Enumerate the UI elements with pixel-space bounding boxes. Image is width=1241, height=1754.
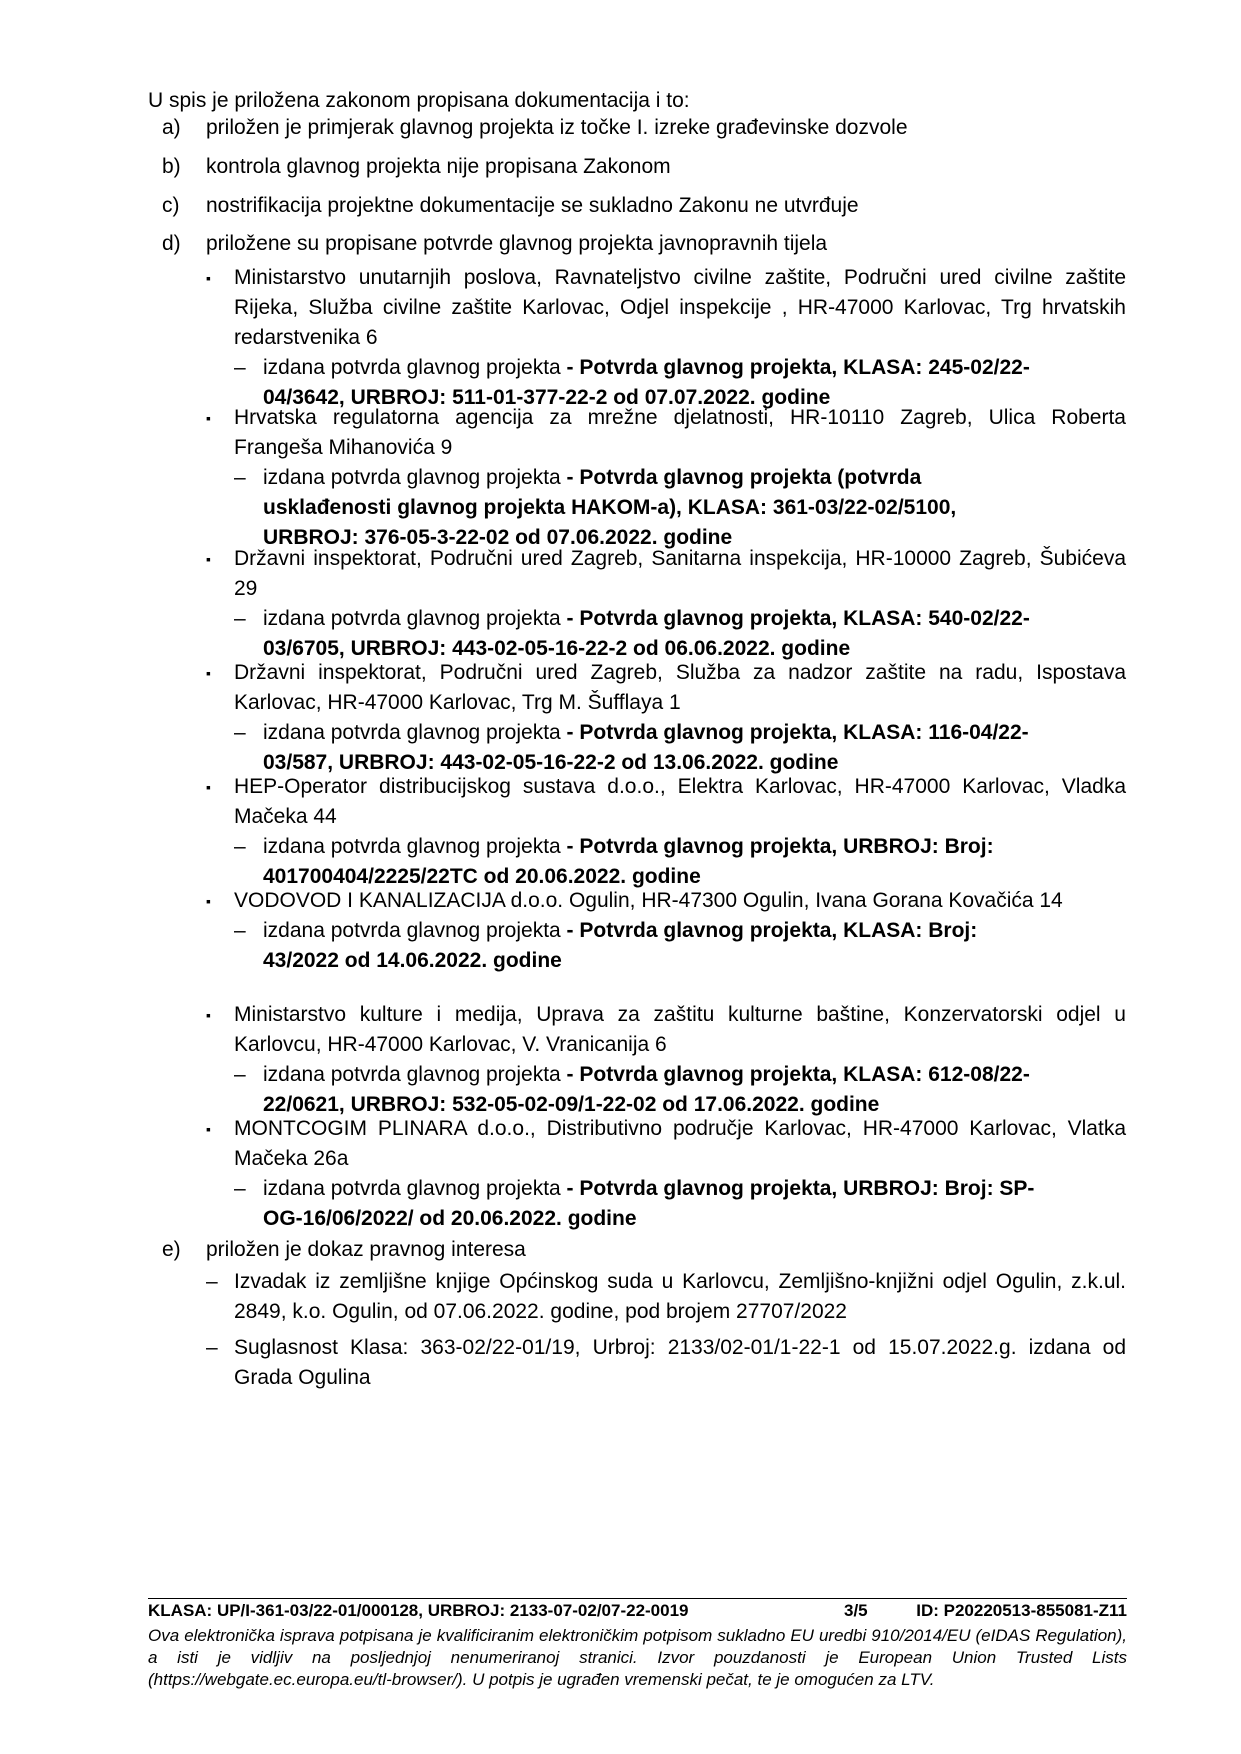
certificate-ref-cont: OG-16/06/2022/ od 20.06.2022. godine — [263, 1207, 637, 1230]
issued-prefix: izdana potvrda glavnog projekta — [263, 919, 561, 942]
certificate-line — [234, 463, 1126, 553]
certificate-ref-cont: 03/6705, URBROJ: 443-02-05-16-22-2 od 06.06.2022. godine — [263, 637, 851, 660]
certificate-line — [234, 718, 1126, 778]
certificate-line — [234, 1060, 1126, 1120]
legal-interest-entry — [206, 1333, 1126, 1393]
item-marker: a) — [162, 116, 181, 139]
dash-icon: – — [234, 1063, 246, 1086]
dash-icon: – — [206, 1270, 218, 1293]
issued-prefix: izdana potvrda glavnog projekta — [263, 466, 561, 489]
authority-entry — [206, 263, 1126, 413]
item-text: nostrifikacija projektne dokumentacije se sukladno Zakonu ne utvrđuje — [206, 194, 859, 217]
bullet-icon: ▪ — [206, 1007, 211, 1023]
footer-signature-note: Ova elektronička isprava potpisana je kvalificiranim elektroničkim potpisom sukladno EU uredbi 910/2014/EU (eIDAS Regulation), a isti je vidljiv na posljednjoj nenumeriranoj stranici. Izvor pouzdanosti je European Union Trusted Lists (https://webgate.ec.europa.eu/tl-browser/). U potpis je ugrađen vremenski pečat, te je omogućen za LTV. — [148, 1626, 1127, 1689]
authority-entry — [206, 772, 1126, 892]
certificate-ref: - Potvrda glavnog projekta, URBROJ: Broj: — [560, 835, 994, 858]
certificate-ref-cont: URBROJ: 376-05-3-22-02 od 07.06.2022. godine — [263, 526, 733, 549]
item-marker: e) — [162, 1238, 181, 1261]
item-marker: c) — [162, 194, 180, 217]
bullet-icon: ▪ — [206, 1121, 211, 1137]
certificate-ref: - Potvrda glavnog projekta, KLASA: 612-08/22- — [560, 1063, 1030, 1086]
issued-prefix: izdana potvrda glavnog projekta — [263, 356, 561, 379]
authority-entry — [206, 658, 1126, 778]
item-text: priložen je dokaz pravnog interesa — [206, 1238, 526, 1261]
authority-name: Državni inspektorat, Područni ured Zagreb, Služba za nadzor zaštite na radu, Ispostava Karlovac, HR-47000 Karlovac, Trg M. Šufflaya 1 — [234, 661, 1126, 714]
dash-icon: – — [234, 356, 246, 379]
bullet-icon: ▪ — [206, 665, 211, 681]
dash-icon: – — [234, 835, 246, 858]
item-text: kontrola glavnog projekta nije propisana Zakonom — [206, 155, 671, 178]
issued-prefix: izdana potvrda glavnog projekta — [263, 721, 561, 744]
certificate-ref: - Potvrda glavnog projekta, KLASA: 116-04/22- — [560, 721, 1029, 744]
certificate-line — [234, 604, 1126, 664]
authority-name: HEP-Operator distribucijskog sustava d.o.o., Elektra Karlovac, HR-47000 Karlovac, Vladka Mačeka 44 — [234, 775, 1126, 828]
dash-icon: – — [234, 721, 246, 744]
dash-icon: – — [234, 919, 246, 942]
footer-document-id: ID: P20220513-855081-Z11 — [916, 1601, 1127, 1620]
certificate-ref-cont: 22/0621, URBROJ: 532-05-02-09/1-22-02 od 17.06.2022. godine — [263, 1093, 880, 1116]
dash-icon: – — [234, 607, 246, 630]
certificate-ref-cont: 04/3642, URBROJ: 511-01-377-22-2 od 07.07.2022. godine — [263, 386, 831, 409]
certificate-ref: - Potvrda glavnog projekta, URBROJ: Broj: SP- — [560, 1177, 1035, 1200]
certificate-ref-cont: 401700404/2225/22TC od 20.06.2022. godine — [263, 865, 701, 888]
certificate-ref: - Potvrda glavnog projekta, KLASA: Broj: — [560, 919, 978, 942]
item-text: priložen je primjerak glavnog projekta iz točke I. izreke građevinske dozvole — [206, 116, 908, 139]
certificate-ref-cont: usklađenosti glavnog projekta HAKOM-a), KLASA: 361-03/22-02/5100, — [263, 496, 957, 519]
footer-klasa: KLASA: UP/I-361-03/22-01/000128, URBROJ: 2133-07-02/07-22-0019 — [148, 1601, 689, 1620]
authority-name: MONTCOGIM PLINARA d.o.o., Distributivno područje Karlovac, HR-47000 Karlovac, Vlatka Mačeka 26a — [234, 1117, 1126, 1170]
certificate-ref: - Potvrda glavnog projekta, KLASA: 245-02/22- — [560, 356, 1030, 379]
authority-entry — [206, 1000, 1126, 1120]
item-marker: d) — [162, 232, 181, 255]
bullet-icon: ▪ — [206, 551, 211, 567]
issued-prefix: izdana potvrda glavnog projekta — [263, 1177, 561, 1200]
legal-interest-text: Izvadak iz zemljišne knjige Općinskog suda u Karlovcu, Zemljišno-knjižni odjel Ogulin, z.k.ul. 2849, k.o. Ogulin, od 07.06.2022. godine, pod brojem 27707/2022 — [234, 1270, 1126, 1323]
authority-name: Državni inspektorat, Područni ured Zagreb, Sanitarna inspekcija, HR-10000 Zagreb, Šubićeva 29 — [234, 547, 1126, 600]
authority-name: Ministarstvo kulture i medija, Uprava za zaštitu kulturne baštine, Konzervatorski odjel u Karlovcu, HR-47000 Karlovac, V. Vranicanija 6 — [234, 1003, 1126, 1056]
dash-icon: – — [234, 1177, 246, 1200]
issued-prefix: izdana potvrda glavnog projekta — [263, 607, 561, 630]
certificate-ref: - Potvrda glavnog projekta (potvrda — [560, 466, 922, 489]
dash-icon: – — [234, 466, 246, 489]
certificate-line — [234, 1174, 1126, 1234]
item-text: priložene su propisane potvrde glavnog projekta javnopravnih tijela — [206, 232, 828, 255]
authority-entry — [206, 886, 1126, 976]
authority-name: Ministarstvo unutarnjih poslova, Ravnateljstvo civilne zaštite, Područni ured civilne zaštite Rijeka, Služba civilne zaštite Karlovac, Odjel inspekcije , HR-47000 Karlovac, Trg hrvatskih redarstvenika 6 — [234, 266, 1126, 349]
issued-prefix: izdana potvrda glavnog projekta — [263, 835, 561, 858]
authority-name: Hrvatska regulatorna agencija za mrežne djelatnosti, HR-10110 Zagreb, Ulica Roberta Frangeša Mihanovića 9 — [234, 406, 1126, 459]
certificate-line — [234, 916, 1126, 976]
certificate-ref: - Potvrda glavnog projekta, KLASA: 540-02/22- — [560, 607, 1030, 630]
certificate-line — [234, 832, 1126, 892]
bullet-icon: ▪ — [206, 270, 211, 286]
bullet-icon: ▪ — [206, 410, 211, 426]
bullet-icon: ▪ — [206, 779, 211, 795]
dash-icon: – — [206, 1336, 218, 1359]
footer-page-number: 3/5 — [844, 1601, 868, 1620]
issued-prefix: izdana potvrda glavnog projekta — [263, 1063, 561, 1086]
certificate-ref-cont: 43/2022 od 14.06.2022. godine — [263, 949, 562, 972]
authority-entry — [206, 403, 1126, 553]
legal-interest-entry — [206, 1267, 1126, 1327]
item-marker: b) — [162, 155, 181, 178]
certificate-ref-cont: 03/587, URBROJ: 443-02-05-16-22-2 od 13.06.2022. godine — [263, 751, 839, 774]
legal-interest-text: Suglasnost Klasa: 363-02/22-01/19, Urbroj: 2133/02-01/1-22-1 od 15.07.2022.g. izdana od Grada Ogulina — [234, 1336, 1126, 1389]
bullet-icon: ▪ — [206, 893, 211, 909]
authority-entry — [206, 1114, 1126, 1234]
authority-entry — [206, 544, 1126, 664]
intro-text: U spis je priložena zakonom propisana dokumentacija i to: — [148, 89, 690, 112]
authority-name: VODOVOD I KANALIZACIJA d.o.o. Ogulin, HR-47300 Ogulin, Ivana Gorana Kovačića 14 — [234, 889, 1063, 912]
